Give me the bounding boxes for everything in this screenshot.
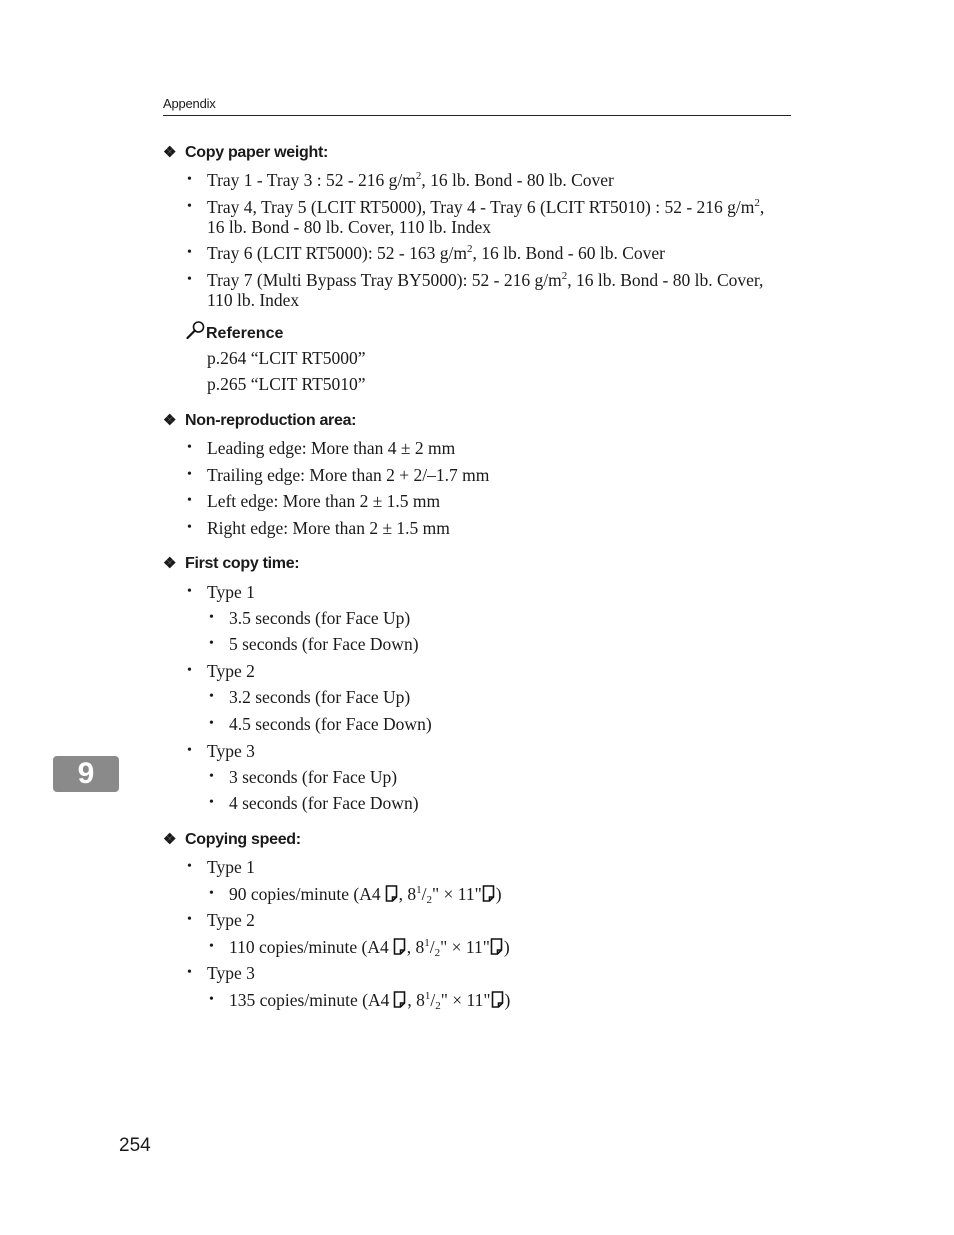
section-title: Copying speed: (185, 831, 301, 848)
list-item: • Leading edge: More than 4 ± 2 mm (187, 438, 456, 458)
magnifier-icon (186, 320, 206, 340)
bullet: • (209, 769, 214, 784)
bullet: • (187, 199, 192, 214)
list-item-continuation: 110 lb. Index (207, 290, 300, 310)
diamond-icon: ❖ (163, 831, 177, 848)
list-item: • Type 3 (187, 963, 255, 983)
bullet: • (209, 886, 214, 901)
list-item: • Tray 6 (LCIT RT5000): 52 - 163 $g/m^2$, 16 lb. Bond - 60 lb. Cover (187, 243, 665, 263)
bullet: • (187, 743, 192, 758)
paper-orientation-icon (491, 991, 504, 1008)
bullet: • (187, 245, 192, 260)
bullet: • (187, 584, 192, 599)
reference-label: Reference (206, 325, 284, 342)
bullet: • (209, 689, 214, 704)
list-item: • Tray 1 - Tray 3 : 52 - 216 $g/m^2$, 16 lb. Bond - 80 lb. Cover (187, 170, 614, 190)
list-item: • Type 2 (187, 910, 255, 930)
bullet: • (187, 172, 192, 187)
list-item: • Left edge: More than 2 ± 1.5 mm (187, 491, 441, 511)
reference-heading (187, 320, 283, 343)
section-heading-first-copy-time (163, 554, 299, 573)
sub-list-item: • 4 seconds (for Face Down) (209, 793, 419, 813)
paper-orientation-icon (482, 885, 495, 902)
paper-orientation-icon (490, 938, 503, 955)
list-item: • Type 2 (187, 661, 255, 681)
bullet: • (187, 520, 192, 535)
paper-orientation-icon (385, 885, 398, 902)
diamond-icon: ❖ (163, 144, 177, 161)
list-item: • Right edge: More than 2 ± 1.5 mm (187, 518, 450, 538)
bullet: • (187, 965, 192, 980)
bullet: • (187, 440, 192, 455)
list-item-continuation: 16 lb. Bond - 80 lb. Cover, 110 lb. Index (207, 217, 491, 237)
section-heading-copy-paper-weight (163, 143, 328, 162)
running-header: Appendix (163, 96, 216, 111)
bullet: • (187, 493, 192, 508)
bullet: • (187, 467, 192, 482)
paper-orientation-icon (393, 938, 406, 955)
sub-list-item: • 3.5 seconds (for Face Up) (209, 608, 411, 628)
bullet: • (209, 939, 214, 954)
section-heading-non-reproduction-area (163, 411, 356, 430)
section-title: Copy paper weight: (185, 144, 329, 161)
section-heading-copying-speed (163, 830, 301, 849)
list-item: • Tray 7 (Multi Bypass Tray BY5000): 52 - 216 $g/m^2$, 16 lb. Bond - 80 lb. Cover, (187, 270, 764, 290)
section-title: First copy time: (185, 555, 300, 572)
bullet: • (209, 992, 214, 1007)
sub-list-item: • 5 seconds (for Face Down) (209, 634, 419, 654)
sub-list-item: • 3.2 seconds (for Face Up) (209, 687, 411, 707)
sub-list-item: • 4.5 seconds (for Face Down) (209, 714, 432, 734)
bullet: • (187, 859, 192, 874)
reference-link[interactable]: p.265 “LCIT RT5010” (207, 374, 366, 394)
list-item: • Type 1 (187, 582, 255, 602)
chapter-tab: 9 (53, 756, 119, 792)
bullet: • (187, 663, 192, 678)
header-rule (163, 115, 791, 116)
list-item: • Type 3 (187, 741, 255, 761)
list-item: • Tray 4, Tray 5 (LCIT RT5000), Tray 4 - Tray 6 (LCIT RT5010) : 52 - 216 $g/m^2$, (187, 197, 765, 217)
section-title: Non-reproduction area: (185, 412, 357, 429)
bullet: • (187, 272, 192, 287)
bullet: • (209, 716, 214, 731)
sub-list-item: • 135 copies/minute (A4 , $8^1/_2$" × 11" ) (209, 990, 511, 1012)
reference-link[interactable]: p.264 “LCIT RT5000” (207, 348, 366, 368)
sub-list-item: • 110 copies/minute (A4 , $8^1/_2$" × 11" ) (209, 937, 510, 959)
bullet: • (209, 610, 214, 625)
diamond-icon: ❖ (163, 412, 177, 429)
paper-orientation-icon (393, 991, 406, 1008)
list-item: • Trailing edge: More than 2 + 2/–1.7 mm (187, 465, 490, 485)
page-number: 254 (119, 1135, 151, 1156)
bullet: • (209, 795, 214, 810)
bullet: • (187, 912, 192, 927)
sub-list-item: • 90 copies/minute (A4 , $8^1/_2$" × 11" ) (209, 884, 502, 906)
list-item: • Type 1 (187, 857, 255, 877)
sub-list-item: • 3 seconds (for Face Up) (209, 767, 398, 787)
bullet: • (209, 636, 214, 651)
diamond-icon: ❖ (163, 555, 177, 572)
